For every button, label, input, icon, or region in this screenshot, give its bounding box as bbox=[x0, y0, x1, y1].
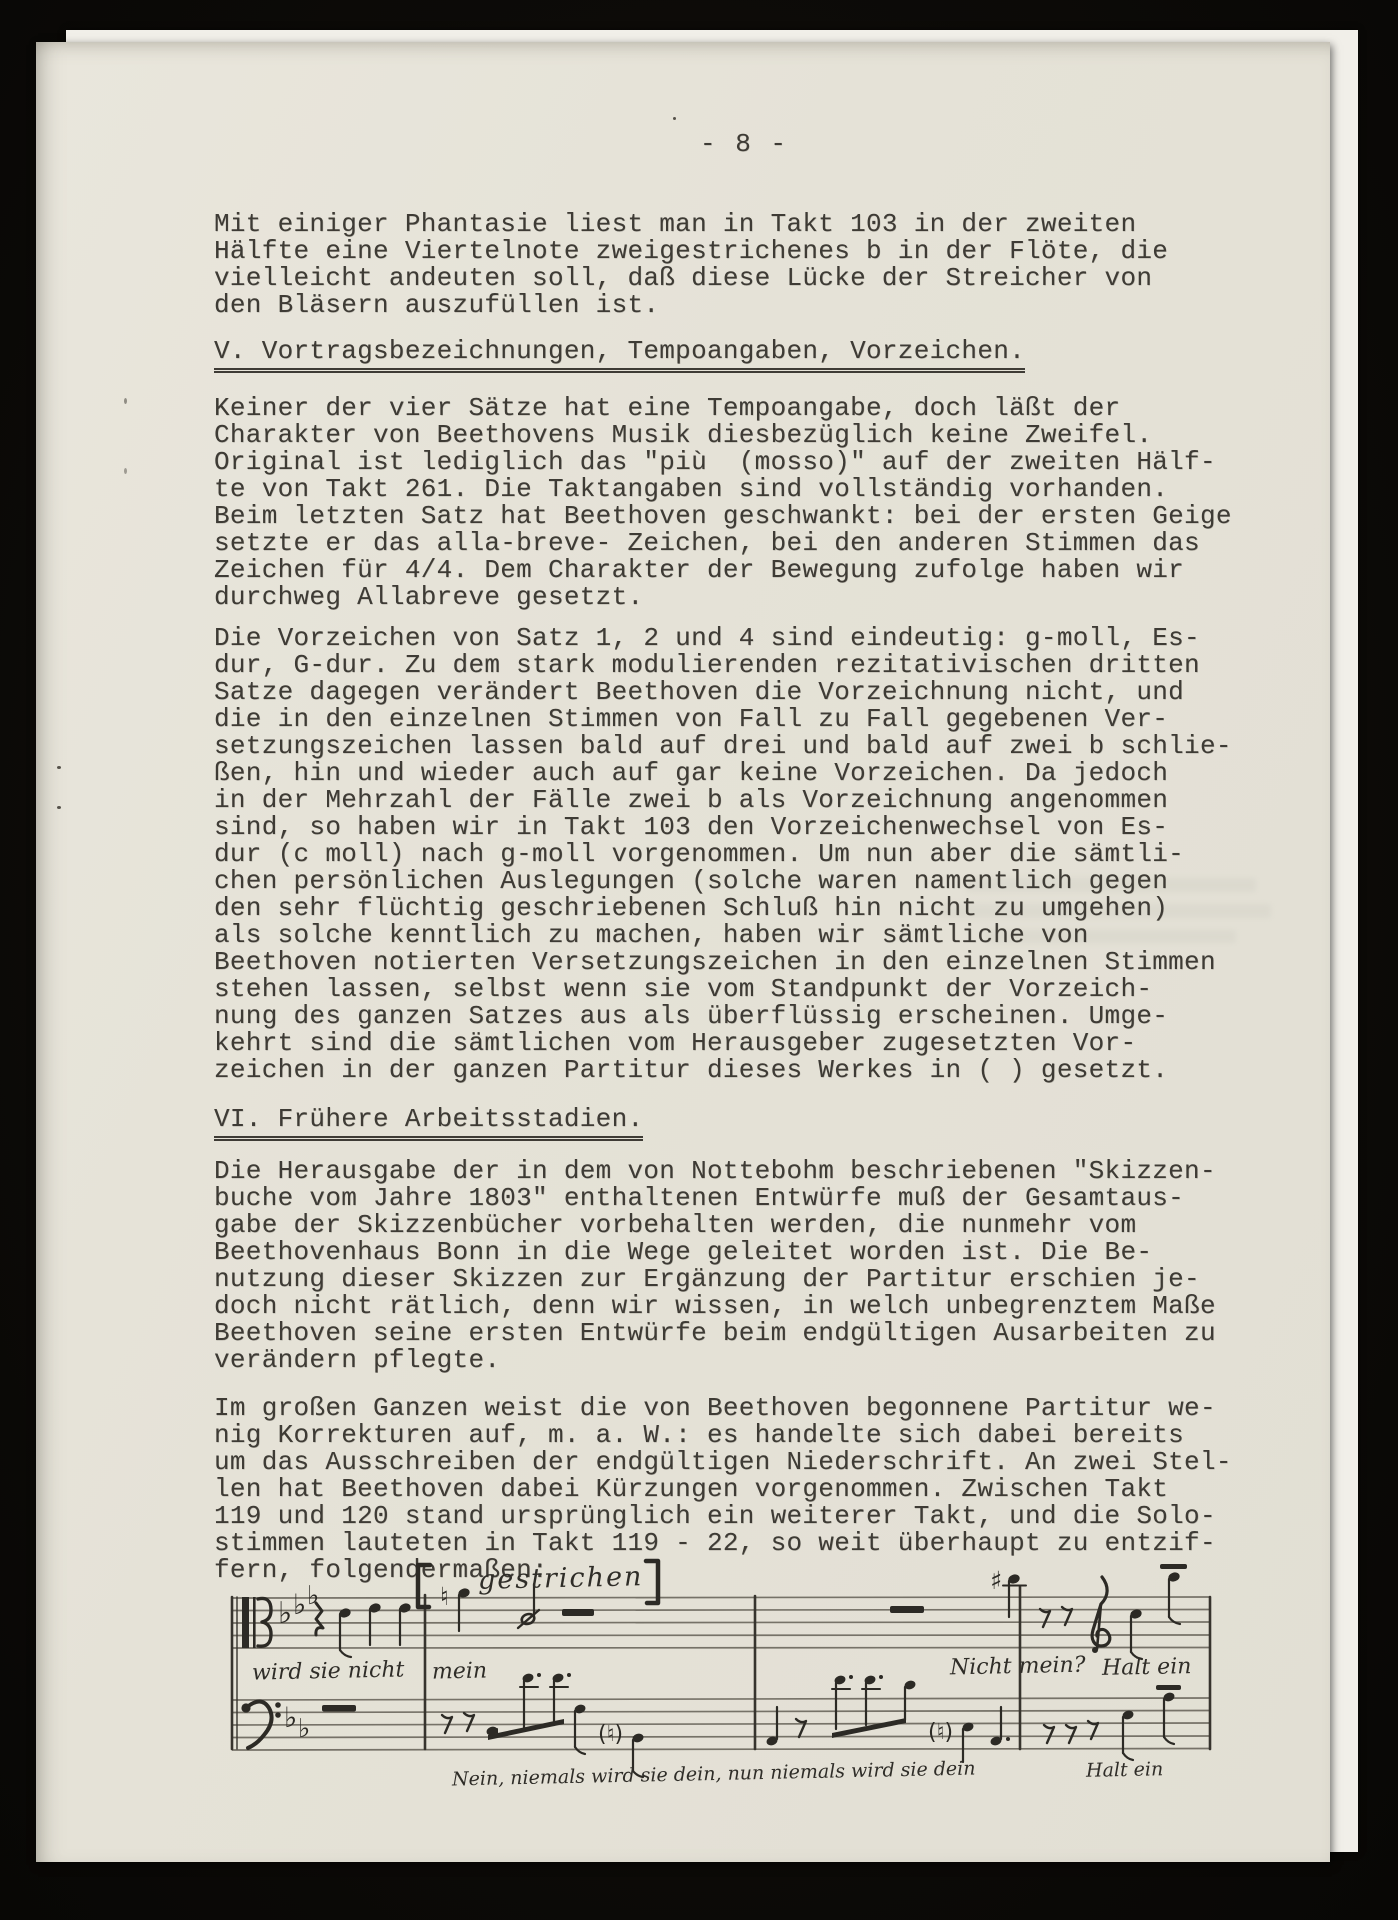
svg-text:(♮): (♮) bbox=[598, 1722, 624, 1747]
typewriter-line: Original ist lediglich das "più (mosso)" auf der zweiten Hälf- bbox=[214, 447, 1216, 477]
typewriter-line: Hälfte eine Viertelnote zweigestrichenes b in der Flöte, die bbox=[214, 236, 1169, 266]
flat-icon: ♭ bbox=[284, 1701, 298, 1734]
lower-lyric: Halt ein bbox=[1085, 1758, 1164, 1782]
scan-speck bbox=[57, 766, 61, 769]
page-number: - 8 - bbox=[699, 129, 788, 159]
typewriter-line: Beethoven seine ersten Entwürfe beim endgültigen Ausarbeiten zu bbox=[214, 1318, 1216, 1348]
typewriter-line: in der Mehrzahl der Fälle zwei b als Vorzeichnung angenommen bbox=[214, 785, 1169, 815]
typewriter-line: fern, folgendermaßen: bbox=[214, 1555, 548, 1585]
typewriter-line: nutzung dieser Skizzen zur Ergänzung der Partitur erschien je- bbox=[214, 1264, 1200, 1294]
typewriter-line: zeichen in der ganzen Partitur dieses Werkes in ( ) gesetzt. bbox=[214, 1055, 1169, 1085]
typewriter-line: den sehr flüchtig geschriebenen Schluß hin nicht zu umgehen) bbox=[214, 893, 1169, 923]
typewriter-line: stimmen lauteten in Takt 119 - 22, so weit überhaupt zu entzif- bbox=[214, 1528, 1216, 1558]
typewriter-line: als solche kenntlich zu machen, haben wir sämtliche von bbox=[214, 920, 1089, 950]
typewriter-line: ßen, hin und wieder auch auf gar keine Vorzeichen. Da jedoch bbox=[214, 758, 1169, 788]
lower-lyric: Nein, niemals wird sie dein, nun niemals wird sie dein bbox=[451, 1757, 976, 1791]
typewriter-line: dur, G-dur. Zu dem stark modulierenden rezitativischen dritten bbox=[214, 650, 1200, 680]
typewriter-line: durchweg Allabreve gesetzt. bbox=[214, 582, 644, 612]
typewriter-line: um das Ausschreiben der endgültigen Niederschrift. An zwei Stel- bbox=[214, 1447, 1232, 1477]
gestrichen-annotation: gestrichen bbox=[477, 1561, 644, 1596]
upper-lyric: Halt ein bbox=[1101, 1654, 1192, 1681]
typewriter-line: Die Vorzeichen von Satz 1, 2 und 4 sind eindeutig: g-moll, Es- bbox=[214, 623, 1200, 653]
typewriter-line: Keiner der vier Sätze hat eine Tempoangabe, doch läßt der bbox=[214, 393, 1121, 423]
typewriter-line: Beethovenhaus Bonn in die Wege geleitet worden ist. Die Be- bbox=[214, 1237, 1153, 1267]
typewriter-line: stehen lassen, selbst wenn sie vom Standpunkt der Vorzeich- bbox=[214, 974, 1153, 1004]
section-heading-vi: VI. Frühere Arbeitsstadien. bbox=[214, 1106, 643, 1141]
paragraph-skizzenbuch bbox=[214, 1158, 1274, 1374]
typewriter-line: chen persönlichen Auslegungen (solche waren namentlich gegen bbox=[214, 866, 1169, 896]
scan-speck bbox=[57, 806, 61, 809]
flat-icon: ♭ bbox=[278, 1596, 293, 1631]
scan-speck bbox=[124, 398, 127, 404]
typewriter-line: Im großen Ganzen weist die von Beethoven begonnene Partitur we- bbox=[214, 1393, 1216, 1423]
typewriter-line: dur (c moll) nach g-moll vorgenommen. Um nun aber die sämtli- bbox=[214, 839, 1185, 869]
typewriter-line: doch nicht rätlich, denn wir wissen, in welch unbegrenztem Maße bbox=[214, 1291, 1216, 1321]
lower-staff bbox=[232, 1698, 1210, 1750]
treble-clef-icon bbox=[1092, 1577, 1110, 1653]
typewriter-line: 119 und 120 stand ursprünglich ein weiterer Takt, und die Solo- bbox=[214, 1501, 1216, 1531]
typewritten-text-column bbox=[214, 42, 1274, 1584]
alto-clef-icon bbox=[242, 1581, 319, 1648]
flat-icon: ♭ bbox=[307, 1581, 320, 1611]
typewriter-line: nung des ganzen Satzes aus als überflüssig erscheinen. Umge- bbox=[214, 1001, 1169, 1031]
paragraph-tempoangaben bbox=[214, 395, 1274, 611]
typewriter-line: kehrt sind die sämtlichen vom Herausgeber zugesetzten Vor- bbox=[214, 1028, 1137, 1058]
typewriter-line: Zeichen für 4/4. Dem Charakter der Bewegung zufolge haben wir bbox=[214, 555, 1185, 585]
typewriter-line: vielleicht andeuten soll, daß diese Lücke der Streicher von bbox=[214, 263, 1153, 293]
upper-lyric: mein bbox=[431, 1658, 488, 1685]
upper-lyric: Nicht mein? bbox=[949, 1652, 1086, 1681]
typewriter-line: buche vom Jahre 1803" enthaltenen Entwürfe muß der Gesamtaus- bbox=[214, 1183, 1185, 1213]
typewriter-line: setzte er das alla-breve- Zeichen, bei den anderen Stimmen das bbox=[214, 528, 1200, 558]
paragraph-vorzeichen bbox=[214, 625, 1274, 1084]
scan-speck bbox=[124, 468, 127, 474]
paragraph-korrekturen bbox=[214, 1395, 1274, 1584]
typewriter-line: Charakter von Beethovens Musik diesbezüglich keine Zweifel. bbox=[214, 420, 1153, 450]
flat-icon: ♭ bbox=[298, 1714, 311, 1744]
upper-lyric: wird sie nicht bbox=[251, 1657, 405, 1686]
flat-icon: ♭ bbox=[293, 1588, 307, 1621]
typewriter-line: den Bläsern auszufüllen ist. bbox=[214, 290, 660, 320]
typewriter-line: Mit einiger Phantasie liest man in Takt 103 in der zweiten bbox=[214, 209, 1137, 239]
typewriter-line: len hat Beethoven dabei Kürzungen vorgenommen. Zwischen Takt bbox=[214, 1474, 1169, 1504]
typewriter-line: Die Herausgabe der in dem von Nottebohm beschriebenen "Skizzen- bbox=[214, 1156, 1216, 1186]
typewriter-line: setzungszeichen lassen bald auf drei und bald auf zwei b schlie- bbox=[214, 731, 1232, 761]
typewriter-line: Satze dagegen verändert Beethoven die Vorzeichnung nicht, und bbox=[214, 677, 1185, 707]
typewriter-line: gabe der Skizzenbücher vorbehalten werden, die nunmehr vom bbox=[214, 1210, 1137, 1240]
svg-text:(♮): (♮) bbox=[928, 1720, 954, 1745]
typewriter-line: nig Korrekturen auf, m. a. W.: es handelte sich dabei bereits bbox=[214, 1420, 1185, 1450]
paragraph-takt-103 bbox=[214, 211, 1274, 319]
music-example bbox=[206, 1557, 1236, 1817]
typewriter-line: verändern pflegte. bbox=[214, 1345, 501, 1375]
typewriter-line: sind, so haben wir in Takt 103 den Vorzeichenwechsel von Es- bbox=[214, 812, 1169, 842]
typewriter-line: te von Takt 261. Die Taktangaben sind vollständig vorhanden. bbox=[214, 474, 1169, 504]
upper-voice-notes bbox=[316, 1564, 1187, 1659]
section-heading-v: V. Vortragsbezeichnungen, Tempoangaben, Vorzeichen. bbox=[214, 338, 1025, 373]
typewriter-line: die in den einzelnen Stimmen von Fall zu Fall gegebenen Ver- bbox=[214, 704, 1169, 734]
svg-text:♯: ♯ bbox=[990, 1566, 1003, 1595]
svg-text:♮: ♮ bbox=[440, 1582, 449, 1611]
typewriter-line: Beim letzten Satz hat Beethoven geschwankt: bei der ersten Geige bbox=[214, 501, 1232, 531]
document-page bbox=[36, 42, 1330, 1862]
typewriter-line: Beethoven notierten Versetzungszeichen in den einzelnen Stimmen bbox=[214, 947, 1216, 977]
